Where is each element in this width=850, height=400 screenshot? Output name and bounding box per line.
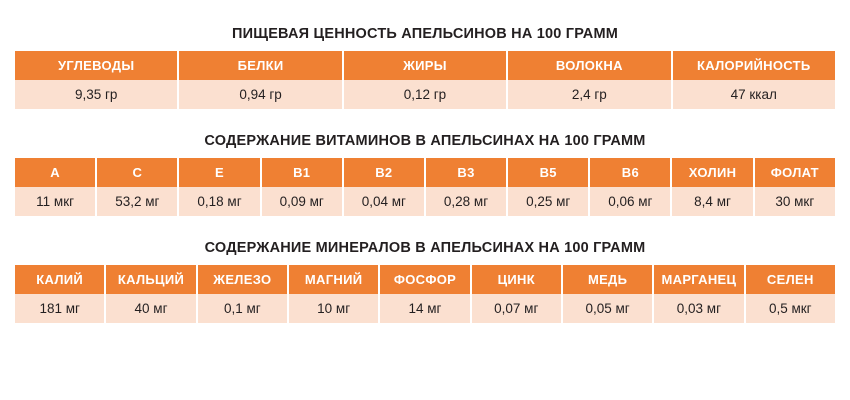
value-vitamin-b1: 0,09 мг	[261, 187, 343, 216]
value-selenium: 0,5 мкг	[745, 294, 835, 323]
value-vitamin-a: 11 мкг	[15, 187, 96, 216]
minerals-table	[15, 265, 835, 323]
value-vitamin-b3: 0,28 мг	[425, 187, 507, 216]
column-header-manganese: МАРГАНЕЦ	[653, 265, 744, 294]
column-header-phosphorus: ФОСФОР	[379, 265, 470, 294]
column-header-choline: ХОЛИН	[671, 158, 753, 187]
section-title-nutrition: ПИЩЕВАЯ ЦЕННОСТЬ АПЕЛЬСИНОВ НА 100 ГРАММ	[231, 26, 619, 42]
column-header-magnesium: МАГНИЙ	[288, 265, 379, 294]
value-calcium: 40 мг	[105, 294, 196, 323]
value-zinc: 0,07 мг	[471, 294, 562, 323]
value-vitamin-b6: 0,06 мг	[589, 187, 671, 216]
column-header-folate: ФОЛАТ	[754, 158, 835, 187]
value-choline: 8,4 мг	[671, 187, 753, 216]
column-header-fiber: ВОЛОКНА	[507, 51, 671, 80]
table-header-row	[15, 158, 835, 187]
column-header-vitamin-b5: B5	[507, 158, 589, 187]
column-header-vitamin-b3: B3	[425, 158, 507, 187]
value-vitamin-b5: 0,25 мг	[507, 187, 589, 216]
column-header-iron: ЖЕЛЕЗО	[197, 265, 288, 294]
column-header-calories: КАЛОРИЙНОСТЬ	[672, 51, 835, 80]
column-header-zinc: ЦИНК	[471, 265, 562, 294]
table-row	[15, 294, 835, 323]
column-header-vitamin-e: E	[178, 158, 260, 187]
section-nutrition	[0, 26, 850, 109]
column-header-fats: ЖИРЫ	[343, 51, 507, 80]
section-vitamins	[0, 133, 850, 216]
column-header-calcium: КАЛЬЦИЙ	[105, 265, 196, 294]
column-header-vitamin-a: A	[15, 158, 96, 187]
value-vitamin-e: 0,18 мг	[178, 187, 260, 216]
column-header-vitamin-b6: B6	[589, 158, 671, 187]
column-header-proteins: БЕЛКИ	[178, 51, 342, 80]
value-vitamin-c: 53,2 мг	[96, 187, 178, 216]
column-header-potassium: КАЛИЙ	[15, 265, 105, 294]
value-potassium: 181 мг	[15, 294, 105, 323]
value-manganese: 0,03 мг	[653, 294, 744, 323]
value-fats: 0,12 гр	[343, 80, 507, 109]
value-carbohydrates: 9,35 гр	[15, 80, 178, 109]
section-spacer-2	[0, 216, 850, 240]
table-row	[15, 187, 835, 216]
value-magnesium: 10 мг	[288, 294, 379, 323]
vitamins-table	[15, 158, 835, 216]
section-title-minerals: СОДЕРЖАНИЕ МИНЕРАЛОВ В АПЕЛЬСИНАХ НА 100 ГРАММ	[204, 240, 646, 256]
column-header-vitamin-b1: B1	[261, 158, 343, 187]
column-header-carbohydrates: УГЛЕВОДЫ	[15, 51, 178, 80]
value-copper: 0,05 мг	[562, 294, 653, 323]
value-phosphorus: 14 мг	[379, 294, 470, 323]
value-folate: 30 мкг	[754, 187, 835, 216]
column-header-vitamin-b2: B2	[343, 158, 425, 187]
table-header-row	[15, 51, 835, 80]
value-proteins: 0,94 гр	[178, 80, 342, 109]
value-iron: 0,1 мг	[197, 294, 288, 323]
column-header-vitamin-c: C	[96, 158, 178, 187]
nutrition-table	[15, 51, 835, 109]
column-header-selenium: СЕЛЕН	[745, 265, 835, 294]
value-fiber: 2,4 гр	[507, 80, 671, 109]
section-title-vitamins: СОДЕРЖАНИЕ ВИТАМИНОВ В АПЕЛЬСИНАХ НА 100 ГРАММ	[204, 133, 646, 149]
section-minerals	[0, 240, 850, 323]
section-spacer-1	[0, 109, 850, 133]
value-calories: 47 ккал	[672, 80, 835, 109]
value-vitamin-b2: 0,04 мг	[343, 187, 425, 216]
column-header-copper: МЕДЬ	[562, 265, 653, 294]
table-row	[15, 80, 835, 109]
table-header-row	[15, 265, 835, 294]
